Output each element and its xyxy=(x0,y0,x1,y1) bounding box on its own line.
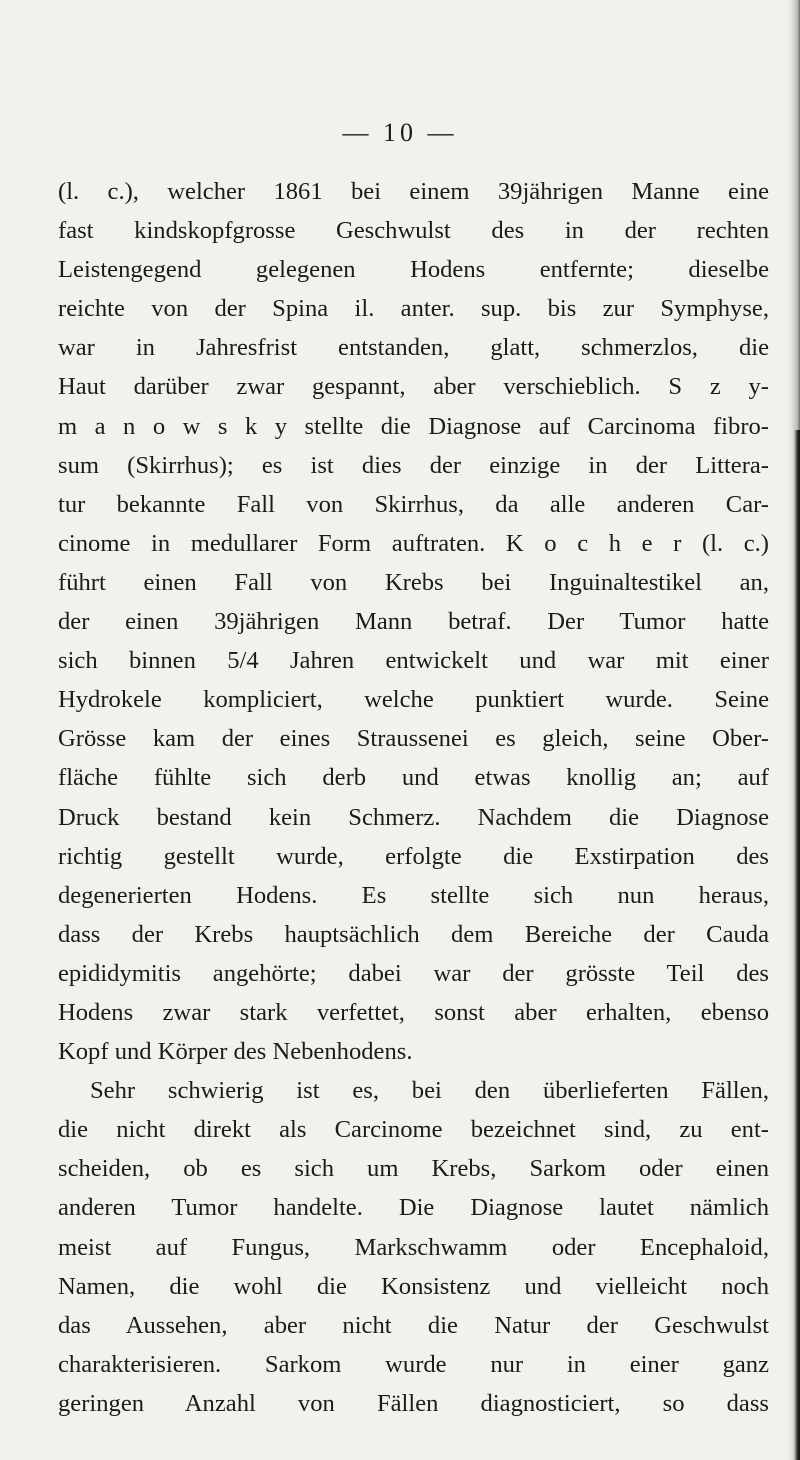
text-line: Haut darüber zwar gespannt, aber verschieblich. S z y- xyxy=(58,373,769,401)
text-line: geringen Anzahl von Fällen diagnosticiert, so dass xyxy=(58,1389,769,1417)
text-line: charakterisieren. Sarkom wurde nur in einer ganz xyxy=(58,1350,769,1378)
text-line: anderen Tumor handelte. Die Diagnose lautet nämlich xyxy=(58,1194,769,1222)
text-line: der einen 39jährigen Mann betraf. Der Tumor hatte xyxy=(58,608,769,636)
text-line: war in Jahresfrist entstanden, glatt, schmerzlos, die xyxy=(58,334,769,362)
text-line: Hydrokele kompliciert, welche punktiert wurde. Seine xyxy=(58,686,769,714)
text-line: richtig gestellt wurde, erfolgte die Exstirpation des xyxy=(58,842,769,870)
text-line: Leistengegend gelegenen Hodens entfernte; dieselbe xyxy=(58,256,769,284)
text-line: scheiden, ob es sich um Krebs, Sarkom oder einen xyxy=(58,1155,769,1183)
body-text xyxy=(58,172,769,1423)
text-line: meist auf Fungus, Markschwamm oder Encephaloid, xyxy=(58,1233,769,1261)
text-line: sum (Skirrhus); es ist dies der einzige in der Littera- xyxy=(58,451,769,479)
text-line: (l. c.), welcher 1861 bei einem 39jährigen Manne eine xyxy=(58,178,769,205)
page-edge-border xyxy=(794,430,800,1460)
text-line: Namen, die wohl die Konsistenz und vielleicht noch xyxy=(58,1272,769,1300)
text-line: Kopf und Körper des Nebenhodens. xyxy=(58,1038,413,1066)
text-line: Druck bestand kein Schmerz. Nachdem die Diagnose xyxy=(58,803,769,831)
text-line: fläche fühlte sich derb und etwas knollig an; auf xyxy=(58,764,769,792)
text-line: das Aussehen, aber nicht die Natur der Geschwulst xyxy=(58,1311,769,1339)
text-line: tur bekannte Fall von Skirrhus, da alle anderen Car- xyxy=(58,490,769,518)
text-line: sich binnen 5/4 Jahren entwickelt und war mit einer xyxy=(58,647,769,675)
text-line: epididymitis angehörte; dabei war der grösste Teil des xyxy=(58,959,769,987)
text-line: Grösse kam der eines Straussenei es gleich, seine Ober- xyxy=(58,725,769,753)
text-line: degenerierten Hodens. Es stellte sich nun heraus, xyxy=(58,881,769,909)
text-line: fast kindskopfgrosse Geschwulst des in der rechten xyxy=(58,217,769,245)
page-number-header: — 10 — xyxy=(342,118,458,147)
text-line: Sehr schwierig ist es, bei den überlieferten Fällen, xyxy=(90,1077,769,1105)
text-line: reichte von der Spina il. anter. sup. bis zur Symphyse, xyxy=(58,295,769,323)
text-line: die nicht direkt als Carcinome bezeichnet sind, zu ent- xyxy=(58,1116,769,1144)
text-line: m a n o w s k y stellte die Diagnose auf Carcinoma fibro- xyxy=(58,412,769,440)
text-line: dass der Krebs hauptsächlich dem Bereiche der Cauda xyxy=(58,920,769,948)
text-line: führt einen Fall von Krebs bei Inguinaltestikel an, xyxy=(58,568,769,596)
text-line: cinome in medullarer Form auftraten. K o c h e r (l. c.) xyxy=(58,529,769,557)
text-line: Hodens zwar stark verfettet, sonst aber erhalten, ebenso xyxy=(58,998,769,1026)
